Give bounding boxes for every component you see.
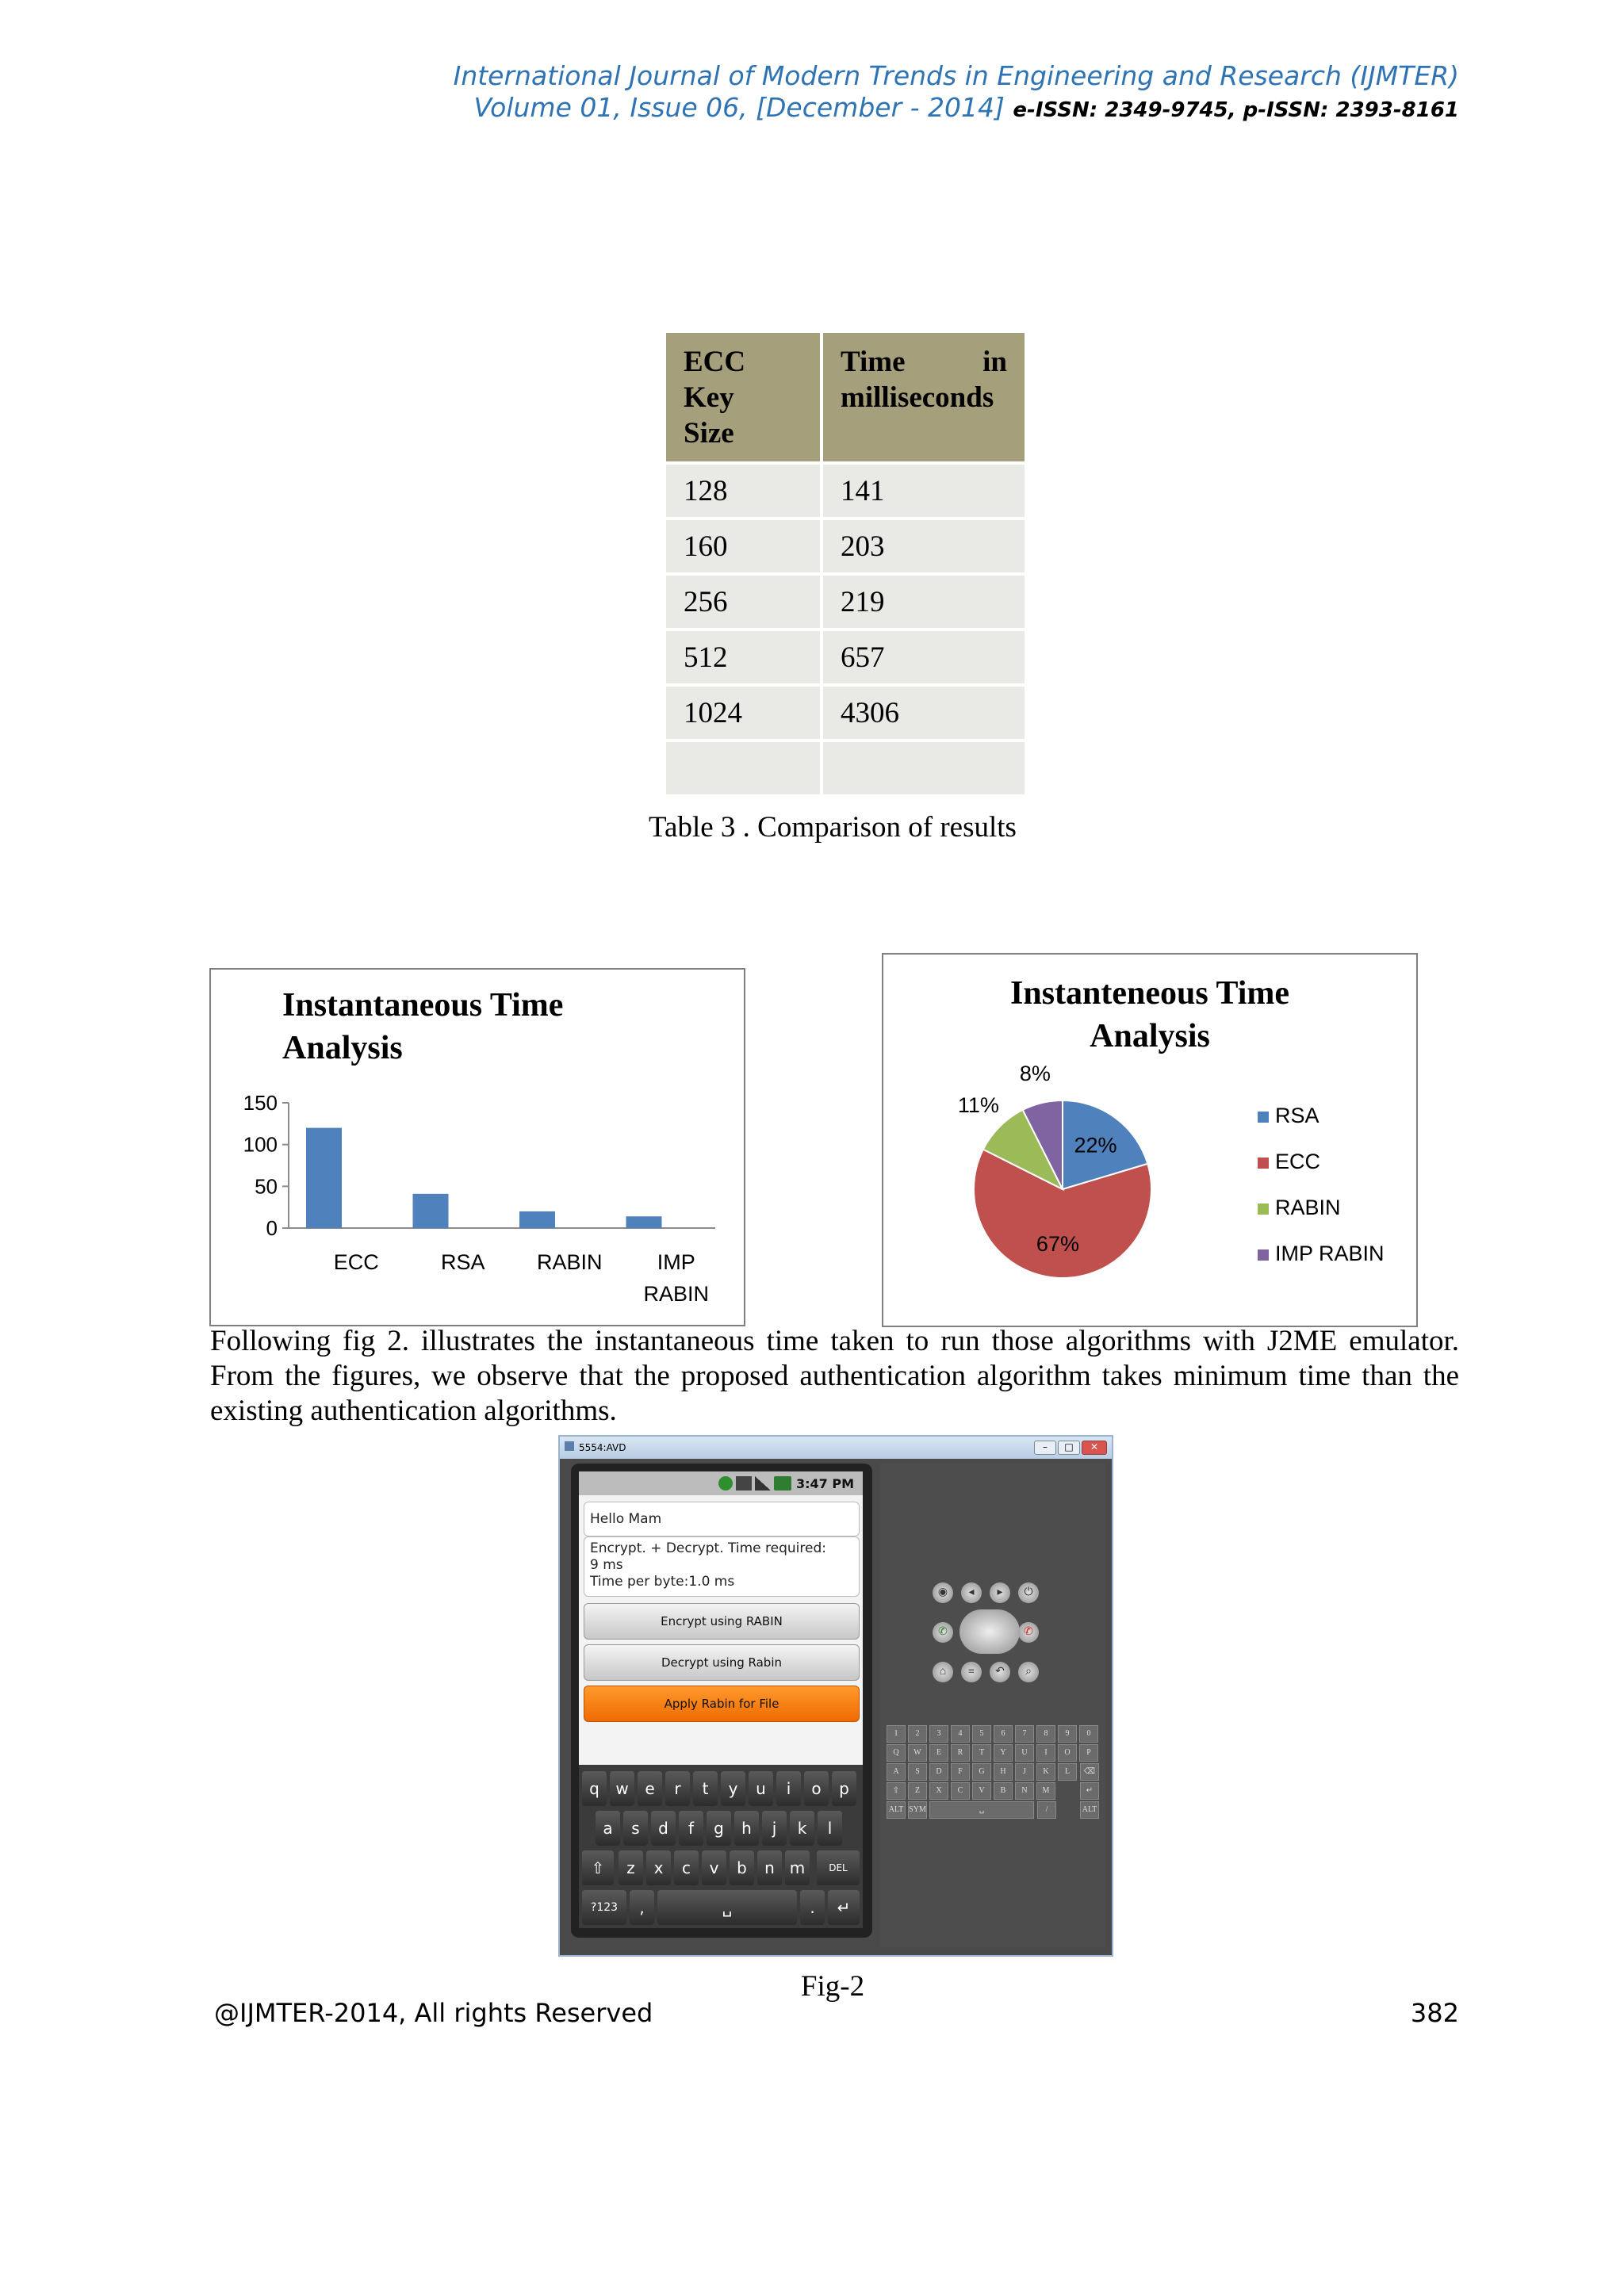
soft-keyboard: [579, 1765, 863, 1928]
header-word: in: [982, 346, 1007, 378]
hw-slash-key[interactable]: /: [1037, 1801, 1056, 1819]
key-o[interactable]: o: [804, 1771, 829, 1806]
chart-title-line: Analysis: [1090, 1018, 1210, 1054]
header-key-size: [666, 333, 823, 461]
table-cell: 160: [666, 520, 823, 572]
table-row: [666, 576, 1025, 628]
call-icon[interactable]: ✆: [933, 1622, 953, 1643]
bar: [413, 1194, 449, 1228]
key-q[interactable]: q: [582, 1771, 607, 1806]
legend-label: RABIN: [1275, 1196, 1341, 1219]
battery-icon: [774, 1476, 791, 1490]
legend-swatch: [1258, 1203, 1269, 1215]
hw-key-D[interactable]: D: [929, 1763, 948, 1781]
table-cell: 4306: [823, 687, 1025, 739]
hw-key-T[interactable]: T: [972, 1744, 991, 1762]
hw-key-1[interactable]: 1: [887, 1725, 906, 1743]
table-row: [666, 465, 1025, 517]
key-p[interactable]: p: [832, 1771, 856, 1806]
hw-key-S[interactable]: S: [908, 1763, 927, 1781]
sync-icon: [718, 1476, 733, 1490]
emulator-controls: [880, 1464, 1105, 1947]
pie-value-label: 67%: [1036, 1232, 1079, 1257]
hw-alt-key[interactable]: ALT: [887, 1801, 906, 1819]
journal-volume-line: [474, 92, 1459, 123]
table-cell: 128: [666, 465, 823, 517]
table-cell: 203: [823, 520, 1025, 572]
hw-key-C[interactable]: C: [951, 1782, 970, 1800]
close-icon[interactable]: ✕: [1082, 1441, 1107, 1455]
apply-rabin-file-button[interactable]: Apply Rabin for File: [584, 1686, 860, 1722]
header-line: Size: [684, 417, 734, 450]
key-g[interactable]: g: [707, 1811, 731, 1846]
pie-chart: [882, 953, 1418, 1327]
chart-title-line: Instantaneous Time: [282, 987, 564, 1024]
camera-icon[interactable]: ◉: [933, 1582, 953, 1603]
menu-icon[interactable]: ≡: [961, 1662, 982, 1682]
legend-label: RSA: [1275, 1104, 1320, 1127]
hw-key-W[interactable]: W: [908, 1744, 927, 1762]
period-key[interactable]: .: [800, 1890, 825, 1925]
hw-key-Z[interactable]: Z: [908, 1782, 927, 1800]
header-line: Key: [684, 381, 734, 414]
chart-title-line: Instanteneous Time: [1009, 975, 1290, 1012]
home-icon[interactable]: ⌂: [933, 1662, 953, 1682]
header-word: Time: [841, 346, 906, 378]
greeting-textbox[interactable]: [584, 1502, 860, 1536]
pie-value-label: 22%: [1074, 1133, 1117, 1158]
table-cell: 1024: [666, 687, 823, 739]
legend-swatch: [1258, 1112, 1269, 1123]
issn-info: e-ISSN: 2349-9745, p-ISSN: 2393-8161: [1013, 98, 1459, 122]
results-table: [666, 330, 1025, 798]
key-b[interactable]: b: [730, 1850, 754, 1885]
volume-down-icon[interactable]: ◂: [961, 1582, 982, 1603]
back-icon[interactable]: ↶: [990, 1662, 1010, 1682]
enter-key[interactable]: ↵: [828, 1890, 860, 1925]
key-z[interactable]: z: [619, 1850, 643, 1885]
phone-device: [571, 1464, 872, 1938]
table-row: [666, 742, 1025, 794]
end-call-icon[interactable]: ✆: [1018, 1622, 1039, 1643]
key-a[interactable]: a: [596, 1811, 620, 1846]
hw-enter-key[interactable]: ↵: [1080, 1782, 1099, 1800]
volume-up-icon[interactable]: ▸: [990, 1582, 1010, 1603]
hw-key-O[interactable]: O: [1058, 1744, 1077, 1762]
y-tick-label: 150: [243, 1091, 278, 1115]
bar-chart: [209, 968, 745, 1326]
hw-key-9[interactable]: 9: [1058, 1725, 1077, 1743]
figure-caption: Fig-2: [800, 1970, 865, 2003]
power-icon[interactable]: ⏻: [1018, 1582, 1039, 1603]
hw-key-X[interactable]: X: [929, 1782, 948, 1800]
encrypt-rabin-button[interactable]: Encrypt using RABIN: [584, 1603, 860, 1640]
hw-key-3[interactable]: 3: [929, 1725, 948, 1743]
hw-key-I[interactable]: I: [1036, 1744, 1055, 1762]
bar: [306, 1128, 342, 1228]
hw-key-G[interactable]: G: [972, 1763, 991, 1781]
hw-key-M[interactable]: M: [1036, 1782, 1055, 1800]
app-body: [579, 1495, 863, 1765]
x-tick-label: ECC: [333, 1250, 379, 1274]
decrypt-rabin-button[interactable]: Decrypt using Rabin: [584, 1644, 860, 1681]
table-row: [666, 520, 1025, 572]
table-cell: [666, 742, 823, 794]
key-n[interactable]: n: [757, 1850, 782, 1885]
hw-key-E[interactable]: E: [929, 1744, 948, 1762]
hw-key-F[interactable]: F: [951, 1763, 970, 1781]
key-t[interactable]: t: [693, 1771, 718, 1806]
shift-key[interactable]: ⇧: [582, 1850, 614, 1885]
hw-key-V[interactable]: V: [972, 1782, 991, 1800]
data-icon: [736, 1476, 752, 1490]
hw-key-B[interactable]: B: [994, 1782, 1013, 1800]
comma-key[interactable]: ,: [630, 1890, 654, 1925]
space-key[interactable]: ␣: [657, 1890, 797, 1925]
hw-key-J[interactable]: J: [1015, 1763, 1034, 1781]
hw-shift-key[interactable]: ⇧: [887, 1782, 906, 1800]
hw-key-A[interactable]: A: [887, 1763, 906, 1781]
phone-screen: [579, 1471, 863, 1928]
hw-key-K[interactable]: K: [1036, 1763, 1055, 1781]
hw-key-P[interactable]: P: [1079, 1744, 1098, 1762]
hw-key-8[interactable]: 8: [1036, 1725, 1055, 1743]
result-textbox[interactable]: [584, 1536, 860, 1597]
legend-label: ECC: [1275, 1150, 1321, 1173]
hw-key-7[interactable]: 7: [1015, 1725, 1034, 1743]
x-tick-label: RABIN: [536, 1250, 603, 1274]
journal-title: International Journal of Modern Trends in Engineering and Research (IJMTER): [453, 60, 1459, 91]
table-cell: 219: [823, 576, 1025, 628]
key-r[interactable]: r: [665, 1771, 690, 1806]
delete-key[interactable]: DEL: [817, 1850, 860, 1885]
hw-key-R[interactable]: R: [951, 1744, 970, 1762]
key-v[interactable]: v: [702, 1850, 726, 1885]
header-line: milliseconds: [841, 381, 994, 414]
key-y[interactable]: y: [721, 1771, 745, 1806]
bar: [519, 1211, 555, 1228]
hw-key-4[interactable]: 4: [951, 1725, 970, 1743]
hardware-keyboard: [880, 1725, 1105, 1852]
volume-info: Volume 01, Issue 06, [December - 2014]: [473, 92, 1005, 123]
result-line: 9 ms: [590, 1557, 623, 1573]
legend-label: IMP RABIN: [1275, 1242, 1385, 1265]
legend-swatch: [1258, 1158, 1269, 1169]
legend-swatch: [1258, 1249, 1269, 1261]
status-bar: [579, 1471, 863, 1495]
bar-plot: [211, 970, 744, 1325]
bar: [626, 1216, 662, 1228]
header-line: ECC: [684, 346, 746, 378]
key-f[interactable]: f: [679, 1811, 703, 1846]
page-number: 382: [1410, 1998, 1459, 2028]
y-tick-label: 100: [243, 1132, 278, 1157]
hw-key-H[interactable]: H: [994, 1763, 1013, 1781]
table-row: [666, 687, 1025, 739]
greeting-text: Hello Mam: [590, 1511, 662, 1527]
table-cell: 256: [666, 576, 823, 628]
hw-key-L[interactable]: L: [1058, 1763, 1077, 1781]
hw-alt-key-right[interactable]: ALT: [1080, 1801, 1099, 1819]
app-icon: [565, 1441, 574, 1451]
key-e[interactable]: e: [638, 1771, 662, 1806]
x-tick-label: IMP: [657, 1250, 695, 1274]
table-cell: [823, 742, 1025, 794]
y-tick-label: 0: [266, 1216, 278, 1240]
pie-plot: [883, 955, 1416, 1326]
key-x[interactable]: x: [646, 1850, 671, 1885]
hw-key-0[interactable]: 0: [1079, 1725, 1098, 1743]
key-h[interactable]: h: [734, 1811, 759, 1846]
key-j[interactable]: j: [762, 1811, 787, 1846]
hw-delete-key[interactable]: ⌫: [1080, 1763, 1099, 1781]
hw-sym-key[interactable]: SYM: [908, 1801, 927, 1819]
body-paragraph: Following fig 2. illustrates the instantaneous time taken to run those algorithms with J2ME emulator. From the figures, we observe that the proposed authentication algorithm takes minimum time than the existing authentication algorithms.: [210, 1325, 1459, 1427]
table-row: [666, 631, 1025, 683]
footer-copyright: @IJMTER-2014, All rights Reserved: [214, 1998, 653, 2028]
table-cell: 657: [823, 631, 1025, 683]
key-l[interactable]: l: [818, 1811, 842, 1846]
header-time: [823, 333, 1025, 461]
chart-title-line: Analysis: [282, 1030, 403, 1066]
emulator-window: [558, 1435, 1113, 1957]
key-k[interactable]: k: [790, 1811, 814, 1846]
hw-key-N[interactable]: N: [1015, 1782, 1034, 1800]
y-tick-label: 50: [255, 1174, 278, 1199]
x-tick-label: RABIN: [643, 1282, 710, 1306]
search-icon[interactable]: ⌕: [1018, 1662, 1039, 1682]
hw-key-5[interactable]: 5: [972, 1725, 991, 1743]
key-w[interactable]: w: [610, 1771, 634, 1806]
hw-key-Q[interactable]: Q: [887, 1744, 906, 1762]
emulator-title: 5554:AVD: [579, 1442, 626, 1453]
key-c[interactable]: c: [674, 1850, 699, 1885]
pie-value-label: 11%: [957, 1093, 999, 1117]
key-m[interactable]: m: [785, 1850, 810, 1885]
x-tick-label: RSA: [440, 1250, 485, 1274]
table-header-row: [666, 333, 1025, 461]
symbols-key[interactable]: ?123: [582, 1890, 626, 1925]
table-caption: Table 3 . Comparison of results: [649, 811, 1017, 844]
pie-value-label: 8%: [1019, 1062, 1051, 1086]
emulator-titlebar: [560, 1437, 1112, 1459]
minimize-icon[interactable]: –: [1034, 1441, 1056, 1455]
result-line: Encrypt. + Decrypt. Time required:: [590, 1540, 826, 1556]
key-s[interactable]: s: [623, 1811, 648, 1846]
hw-space-key[interactable]: ␣: [929, 1801, 1034, 1819]
key-d[interactable]: d: [651, 1811, 676, 1846]
key-u[interactable]: u: [749, 1771, 773, 1806]
hw-key-U[interactable]: U: [1015, 1744, 1034, 1762]
table-cell: 141: [823, 465, 1025, 517]
key-i[interactable]: i: [776, 1771, 801, 1806]
hw-key-Y[interactable]: Y: [994, 1744, 1013, 1762]
result-line: Time per byte:1.0 ms: [590, 1574, 735, 1590]
status-clock: 3:47 PM: [796, 1476, 855, 1491]
signal-icon: [755, 1476, 771, 1490]
table-cell: 512: [666, 631, 823, 683]
maximize-icon[interactable]: □: [1058, 1441, 1080, 1455]
dpad[interactable]: [959, 1609, 1020, 1654]
hw-key-2[interactable]: 2: [908, 1725, 927, 1743]
hw-key-6[interactable]: 6: [994, 1725, 1013, 1743]
